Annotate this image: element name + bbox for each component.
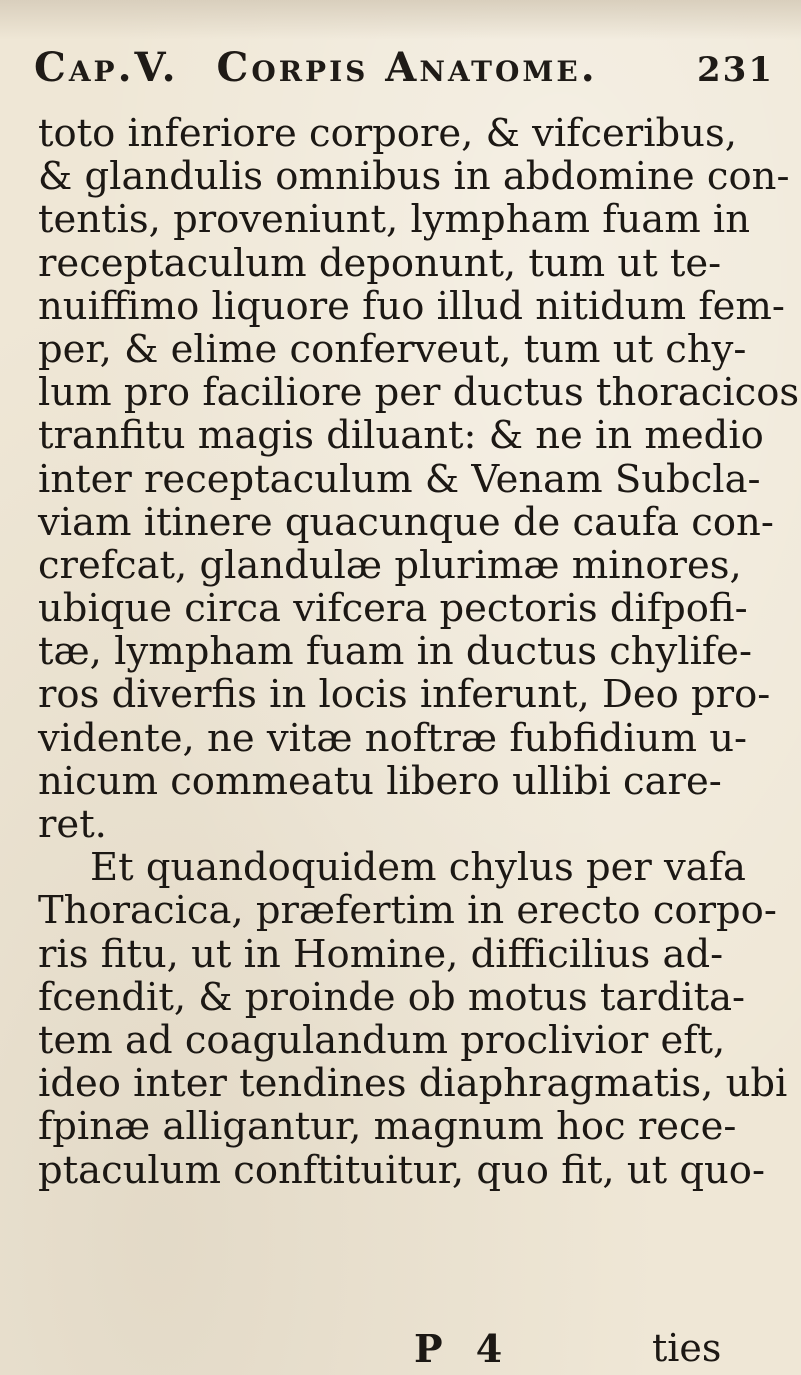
text-line: ptaculum conftituitur, quo fit, ut quo- xyxy=(38,1147,765,1193)
text-line: ideo inter tendines diaphragmatis, ubi xyxy=(38,1061,788,1107)
text-line: per, & elime conferveut, tum ut chy- xyxy=(38,326,747,372)
text-line: fcendit, & proinde ob motus tardita- xyxy=(38,974,746,1020)
page-top-shadow xyxy=(0,0,801,40)
text-line: nicum commeatu libero ullibi care- xyxy=(38,758,722,804)
page-number: 231 xyxy=(697,50,774,90)
text-line: Thoracica, præfertim in erecto corpo- xyxy=(38,888,777,934)
text-line: toto inferiore corpore, & vifceribus, xyxy=(38,111,737,156)
signature-mark: P 4 xyxy=(414,1326,513,1371)
body-text xyxy=(38,111,800,1193)
text-line: fpinæ alligantur, magnum hoc rece- xyxy=(38,1104,737,1150)
catchword: ties xyxy=(652,1326,722,1370)
text-line: tranfitu magis diluant: & ne in medio xyxy=(38,413,764,459)
running-title: Corpis Anatome. xyxy=(216,44,598,91)
text-line: crefcat, glandulæ plurimæ minores, xyxy=(38,542,742,588)
text-line: tem ad coagulandum proclivior eft, xyxy=(38,1017,726,1063)
text-line: ubique circa vifcera pectoris difpofi- xyxy=(38,586,748,632)
text-line: & glandulis omnibus in abdomine con- xyxy=(38,154,790,200)
text-line: receptaculum deponunt, tum ut te- xyxy=(38,240,722,286)
page-footer xyxy=(38,1326,760,1370)
text-line: tæ, lympham fuam in ductus chylife- xyxy=(38,629,752,675)
text-line: viam itinere quacunque de caufa con- xyxy=(38,499,774,545)
running-head xyxy=(34,44,774,106)
text-line: vidente, ne vitæ noftræ fubfidium u- xyxy=(38,715,747,761)
paragraph-start-line: Et quandoquidem chylus per vafa xyxy=(90,845,746,891)
text-line: nuiffimo liquore fuo illud nitidum fem- xyxy=(38,283,785,329)
text-line: lum pro faciliore per ductus thoracicos xyxy=(38,370,800,416)
text-line: ros diverfis in locis inferunt, Deo pro- xyxy=(38,672,771,718)
text-line: tentis, proveniunt, lympham fuam in xyxy=(38,197,751,243)
text-line: ret. xyxy=(38,802,107,847)
text-line: ris fitu, ut in Homine, difficilius ad- xyxy=(38,931,724,977)
chapter-label: Cap.V. xyxy=(34,44,179,91)
text-line: inter receptaculum & Venam Subcla- xyxy=(38,456,761,502)
